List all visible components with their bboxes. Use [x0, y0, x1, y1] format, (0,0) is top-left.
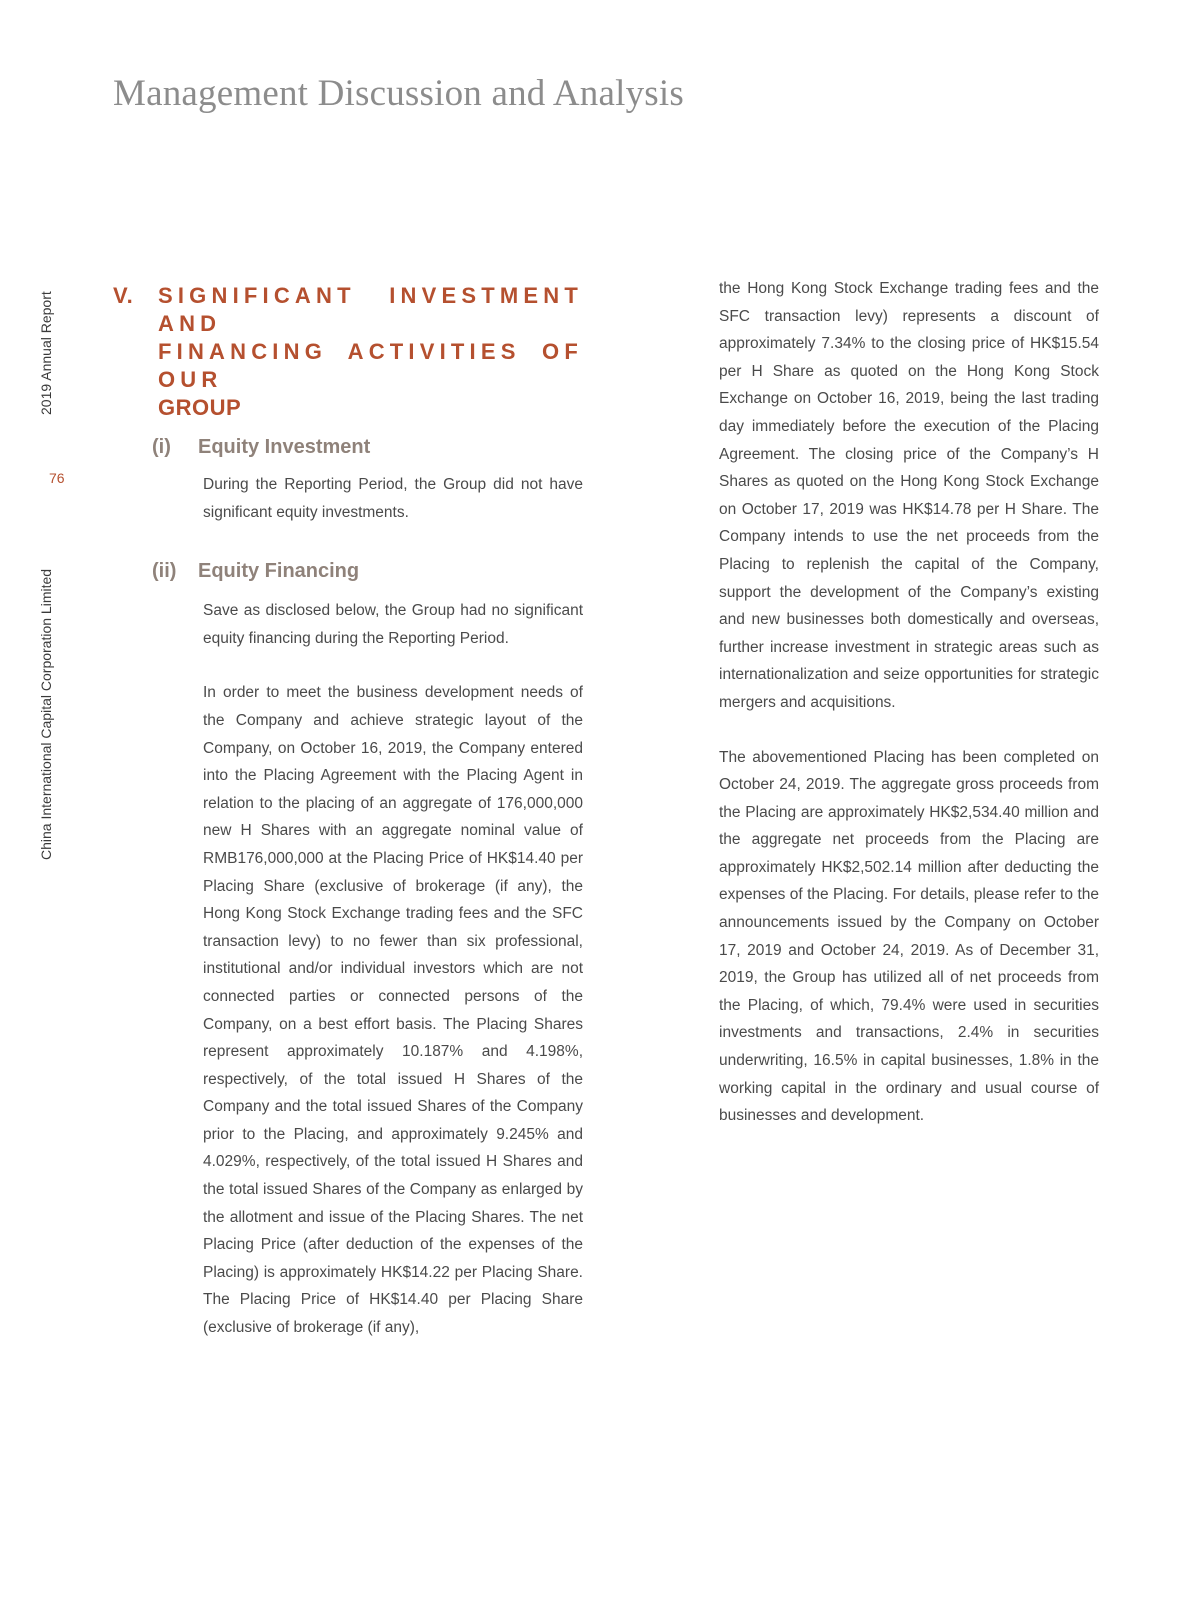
- subsection-heading-equity-financing: [152, 560, 583, 583]
- page-number: 76: [49, 470, 65, 486]
- paragraph: Save as disclosed below, the Group had no significant equity financing during the Reporting Period.: [203, 602, 583, 647]
- subsection-title: Equity Financing: [198, 560, 360, 583]
- section-title: [158, 282, 583, 422]
- paragraph: During the Reporting Period, the Group did not have significant equity investments.: [203, 476, 583, 521]
- equity-financing-body: [203, 597, 583, 1341]
- paragraph: In order to meet the business development needs of the Company and achieve strategic layout of the Company, on October 16, 2019, the Company entered into the Placing Agreement with the Placing Agent in relation to the placing of an aggregate of 176,000,000 new H Shares with an aggregate nominal value of RMB176,000,000 at the Placing Price of HK$14.40 per Placing Share (exclusive of brokerage (if any), the Hong Kong Stock Exchange trading fees and the SFC transaction levy) to no fewer than six professional, institutional and/or individual investors which are not connected parties or connected persons of the Company, on a best effort basis. The Placing Shares represent approximately 10.187% and 4.198%, respectively, of the total issued H Shares of the Company and the total issued Shares of the Company prior to the Placing, and approximately 9.245% and 4.029%, respectively, of the total issued H Shares and the total issued Shares of the Company as enlarged by the allotment and issue of the Placing Shares. The net Placing Price (after deduction of the expenses of the Placing) is approximately HK$14.22 per Placing Share. The Placing Price of HK$14.40 per Placing Share (exclusive of brokerage (if any),: [203, 684, 583, 1337]
- paragraph: The abovementioned Placing has been completed on October 24, 2019. The aggregate gross proceeds from the Placing are approximately HK$2,534.40 million and the aggregate net proceeds from the Placing are approximately HK$2,502.14 million after deducting the expenses of the Placing. For details, please refer to the announcements issued by the Company on October 17, 2019 and October 24, 2019. As of December 31, 2019, the Group has utilized all of net proceeds from the Placing, of which, 79.4% were used in securities investments and transactions, 2.4% in securities underwriting, 16.5% in capital businesses, 1.8% in the working capital in the ordinary and usual course of businesses and development.: [719, 748, 1099, 1125]
- equity-investment-body: [203, 471, 583, 526]
- subsection-number: (i): [152, 436, 171, 458]
- page-title: Management Discussion and Analysis: [113, 73, 684, 114]
- section-v: [113, 282, 583, 1342]
- section-title-line-3: GROUP: [158, 395, 242, 420]
- section-heading: [113, 282, 583, 422]
- right-column-body: [719, 275, 1099, 1130]
- annual-report-label: 2019 Annual Report: [38, 291, 54, 415]
- section-title-line-2: FINANCING ACTIVITIES OF OUR: [158, 339, 583, 392]
- section-number: V.: [113, 283, 134, 308]
- company-name-label: China International Capital Corporation Limited: [38, 568, 54, 860]
- subsection-title: Equity Investment: [198, 436, 371, 458]
- section-title-line-1: SIGNIFICANT INVESTMENT AND: [158, 283, 583, 336]
- subsection-heading-equity-investment: [152, 436, 583, 459]
- paragraph: the Hong Kong Stock Exchange trading fees and the SFC transaction levy) represents a discount of approximately 7.34% to the closing price of HK$15.54 per H Share as quoted on the Hong Kong Stock Exchange on October 16, 2019, being the last trading day immediately before the execution of the Placing Agreement. The closing price of the Company’s H Shares as quoted on the Hong Kong Stock Exchange on October 17, 2019 was HK$14.78 per H Share. The Company intends to use the net proceeds from the Placing to replenish the capital of the Company, support the development of the Company’s existing and new businesses both domestically and overseas, further increase investment in strategic areas such as internationalization and seize opportunities for strategic mergers and acquisitions.: [719, 280, 1099, 711]
- subsection-number: (ii): [152, 560, 177, 583]
